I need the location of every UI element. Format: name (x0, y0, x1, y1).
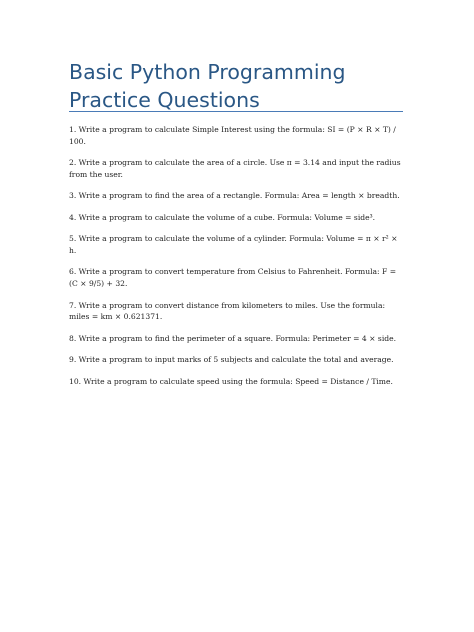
question-item: 6. Write a program to convert temperature from Celsius to Fahrenheit. Formula: F = (C × 9/5) + 32. (69, 267, 397, 289)
question-list (69, 124, 405, 397)
question-item: 2. Write a program to calculate the area of a circle. Use π = 3.14 and input the radius from the user. (69, 158, 401, 179)
document-title: Basic Python Programming Practice Questions (69, 60, 346, 112)
question-item: 1. Write a program to calculate Simple Interest using the formula: SI = (P × R × T) / 100. (69, 125, 396, 146)
question-item: 8. Write a program to find the perimeter of a square. Formula: Perimeter = 4 × side. (69, 333, 397, 343)
question-item: 7. Write a program to convert distance from kilometers to miles. Use the formula: miles = km × 0.621371. (69, 300, 386, 322)
question-item: 4. Write a program to calculate the volume of a cube. Formula: Volume = side³. (69, 212, 376, 222)
title-underline (69, 111, 403, 112)
question-item: 3. Write a program to find the area of a rectangle. Formula: Area = length × breadth. (69, 191, 400, 201)
question-item: 5. Write a program to calculate the volume of a cylinder. Formula: Volume = π × r² × h. (69, 234, 398, 255)
question-item: 10. Write a program to calculate speed using the formula: Speed = Distance / Time. (69, 376, 393, 386)
question-item: 9. Write a program to input marks of 5 subjects and calculate the total and average. (69, 355, 394, 365)
